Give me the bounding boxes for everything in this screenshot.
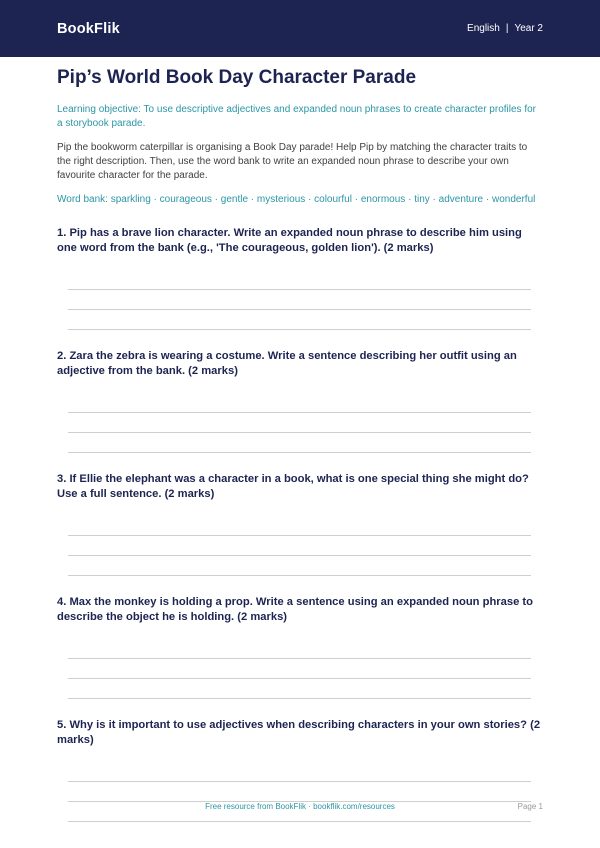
page-footer (57, 802, 543, 814)
learning-objective: Learning objective: To use descriptive adjectives and expanded noun phrases to create character profiles for a storybook parade. (57, 104, 536, 129)
answer-lines (57, 658, 543, 699)
answer-line[interactable] (68, 535, 531, 536)
brand-logo: BookFlik (57, 20, 120, 37)
subject-label: English (467, 23, 500, 34)
question-3 (57, 472, 543, 576)
page-number: Page 1 (517, 802, 543, 811)
question-2 (57, 349, 543, 453)
subject-year (467, 23, 543, 34)
meta-separator: | (505, 23, 509, 34)
footer-credit: Free resource from BookFlik · bookflik.com/resources (205, 802, 395, 811)
answer-lines (57, 535, 543, 576)
answer-line[interactable] (68, 555, 531, 556)
answer-line[interactable] (68, 821, 531, 822)
word-bank: Word bank: sparkling · courageous · gentle · mysterious · colourful · enormous · tiny · adventure · wonderful (57, 194, 536, 205)
answer-lines (57, 412, 543, 453)
answer-line[interactable] (68, 432, 531, 433)
answer-line[interactable] (68, 698, 531, 699)
question-text: 5. Why is it important to use adjectives when describing characters in your own stories? (2 marks) (57, 719, 541, 746)
page-title: Pip’s World Book Day Character Parade (57, 67, 417, 88)
question-1 (57, 226, 543, 330)
answer-line[interactable] (68, 329, 531, 330)
answer-line[interactable] (68, 309, 531, 310)
question-4 (57, 595, 543, 699)
answer-line[interactable] (68, 412, 531, 413)
answer-line[interactable] (68, 575, 531, 576)
answer-line[interactable] (68, 781, 531, 782)
answer-line[interactable] (68, 678, 531, 679)
intro-paragraph: Pip the bookworm caterpillar is organising a Book Day parade! Help Pip by matching the character traits to the right description. Then, use the word bank to write an expanded noun phrase to describe your own favourite character for the parade. (57, 142, 528, 181)
question-text: 4. Max the monkey is holding a prop. Write a sentence using an expanded noun phrase to describe the object he is holding. (2 marks) (57, 596, 533, 623)
answer-line[interactable] (68, 452, 531, 453)
answer-lines (57, 289, 543, 330)
year-label: Year 2 (514, 23, 543, 34)
question-text: 3. If Ellie the elephant was a character in a book, what is one special thing she might do? Use a full sentence. (2 marks) (57, 473, 529, 500)
page-header (0, 0, 600, 57)
answer-line[interactable] (68, 658, 531, 659)
answer-line[interactable] (68, 289, 531, 290)
question-text: 1. Pip has a brave lion character. Write an expanded noun phrase to describe him using one word from the bank (e.g., 'The courageous, golden lion'). (2 marks) (57, 227, 522, 254)
worksheet-content (57, 67, 543, 822)
question-text: 2. Zara the zebra is wearing a costume. Write a sentence describing her outfit using an adjective from the bank. (2 marks) (57, 350, 517, 377)
